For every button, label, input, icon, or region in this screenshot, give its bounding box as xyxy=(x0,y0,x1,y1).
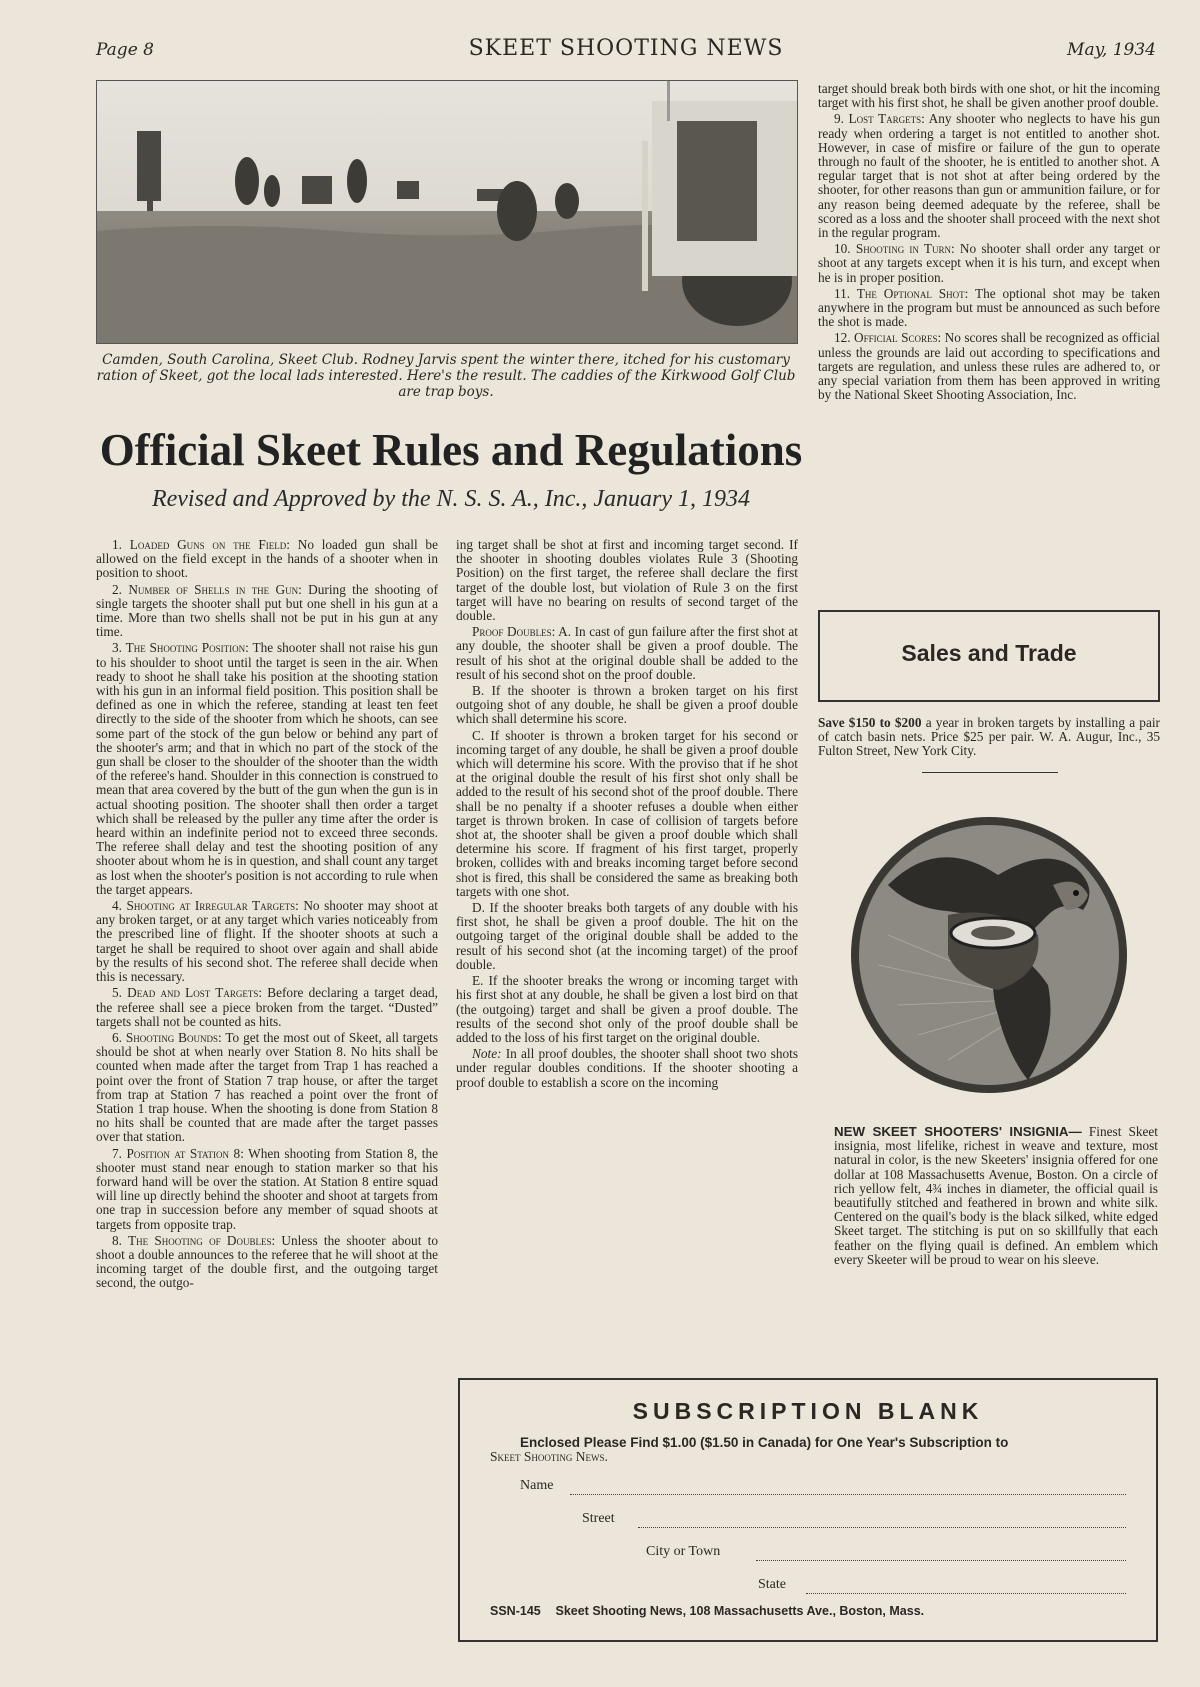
street-field[interactable] xyxy=(638,1527,1126,1528)
rule-paragraph xyxy=(456,538,798,623)
publication-title: SKEET SHOOTING NEWS xyxy=(468,36,784,61)
rule-text: Unless the shooter about to shoot a double announces to the referee that he will shoot at the incoming target of the double first, and the outgoing target second, the outgo- xyxy=(96,1232,439,1291)
rule-text: No scores shall be recognized as official unless the grounds are laid out according to specifications and targets are regulation, and unless these rules are adhered to, or any special variation from them has been approved in writing by the National Skeet Shooting Association, Inc. xyxy=(818,330,1160,403)
rule-title: 5. Dead and Lost Targets: xyxy=(112,985,263,1001)
rule-title: 12. Official Scores: xyxy=(834,330,942,346)
insignia-body: Finest Skeet insignia, most lifelike, richest in weave and texture, most natural in color, is the new Skeeters' insignia offered for one dollar at 108 Massachusetts Avenue, Boston. On a circle of rich yellow felt, 4¾ inches in diameter, the official quail is beautifully stitched and feathered in brown and white silk. Centered on the quail's body is the black silked, white edged Skeet target. The stitching is put on so skillfully that each feather on the flying quail is defined. An emblem which every Skeeter will be proud to wear on his sleeve. xyxy=(834,1124,1158,1267)
rule-text: No shooter shall order any target or shoot at any targets except when it is his turn, and except when he is in proper position. xyxy=(818,241,1160,285)
name-label: Name xyxy=(520,1478,554,1493)
rule-paragraph xyxy=(96,986,438,1029)
page-number: Page 8 xyxy=(96,40,154,60)
rule-title: Note: xyxy=(472,1046,502,1062)
skeet-field-image xyxy=(97,81,797,343)
rule-text: The shooter shall not raise his gun to his shoulder to shoot until the target is seen in the air. When ready to shoot he shall take his position at the shooting station with his gun in an informal field position. This position shall be defined as one in which the referee, standing at least ten feet directly to the side of the shooter from which he shoots, can see some part of the stock of the gun below or behind any part of the shooter's arm; and that in which no part of the stock of the gun shall be closer to the shoulder of the shooter than the width of the referee's hand. Shoulder in this connection is construed to mean that area covered by the butt of the gun when the gun is in actual shooting position. The shooter shall then order a target which shall be released by the puller any time after the order is heard within an indefinite period not to exceed three seconds. The referee shall delay and test the shooting position of any shooter about whom he is in question, and shall count any target as lost when the shooter's position is not according to rule when the target appears. xyxy=(96,640,439,897)
rule-paragraph xyxy=(456,729,798,899)
rule-paragraph xyxy=(96,641,438,897)
insignia-announcement xyxy=(834,1125,1158,1267)
insignia-photo xyxy=(848,815,1130,1095)
rule-paragraph xyxy=(818,287,1160,330)
rule-text: To get the most out of Skeet, all targets should be shot at when nearly over Station 8. No hits shall be counted when made after the target from Trap 1 has reached a point over the front of Station 7 trap house, or after the target from trap at Station 7 has reached a point over the front of Station 1 trap house. When the shooting is done from Station 8 no hits shall be counted that are made after the target passes over that station. xyxy=(96,1029,439,1145)
rule-text: No loaded gun shall be allowed on the field except in the hands of a shooter when in position to shoot. xyxy=(96,537,438,581)
rule-paragraph xyxy=(818,112,1160,240)
rule-paragraph xyxy=(96,899,438,984)
article-column-1 xyxy=(96,538,438,1293)
sales-ad xyxy=(818,716,1160,759)
rule-title: 8. The Shooting of Doubles: xyxy=(112,1232,276,1248)
rule-text: B. If the shooter is thrown a broken target on his first outgoing shot of any double, he shall be given a proof double which shall determine his score. xyxy=(456,683,798,727)
city-field[interactable] xyxy=(756,1560,1126,1561)
article-subtitle: Revised and Approved by the N. S. S. A., Inc., January 1, 1934 xyxy=(151,486,751,512)
issue-date: May, 1934 xyxy=(1067,40,1156,60)
rule-text: The optional shot may be taken anywhere in the program but must be announced as such before the shot is made. xyxy=(818,285,1160,330)
rule-title: 6. Shooting Bounds: xyxy=(112,1029,222,1045)
rule-text: E. If the shooter breaks the wrong or incoming target with his first shot at any double, he shall be given a lost bird on that (the outgoing) target and shall be given a proof double. The results of the second shot only of the proof double shall be added to the loss of his first target on the original double. xyxy=(456,973,798,1045)
subscription-offer-text: Enclosed Please Find $1.00 ($1.50 in Canada) for One Year's Subscription to xyxy=(520,1435,1009,1450)
rule-paragraph xyxy=(456,1047,798,1090)
rule-title: 7. Position at Station 8: xyxy=(112,1145,244,1161)
article-column-2 xyxy=(456,538,798,1092)
rule-title: 2. Number of Shells in the Gun: xyxy=(112,581,302,597)
article-title: Official Skeet Rules and Regulations xyxy=(99,425,803,475)
subscription-blank xyxy=(458,1378,1158,1642)
subscription-enclosed xyxy=(490,1436,1126,1464)
rule-paragraph xyxy=(96,1147,438,1232)
rule-title: 3. The Shooting Position: xyxy=(112,640,249,656)
rule-paragraph xyxy=(456,625,798,682)
sales-and-trade-box xyxy=(818,610,1160,702)
insignia-heading: NEW SKEET SHOOTERS' INSIGNIA— xyxy=(834,1124,1082,1139)
rule-paragraph xyxy=(96,1031,438,1145)
subscription-title: SUBSCRIPTION BLANK xyxy=(632,1398,984,1424)
subscription-offer xyxy=(490,1436,1126,1450)
article-column-3 xyxy=(818,82,1160,404)
rule-text: ing target shall be shot at first and incoming target second. If the shooter in shooting doubles violates Rule 3 (Shooting Position) on the first target, the referee shall declare the first target of the double lost, but violation of Rule 3 on the first target will have no bearing on results of second target of the double. xyxy=(456,537,798,624)
rule-paragraph xyxy=(456,684,798,727)
rule-text: In all proof doubles, the shooter shall shoot two shots under regular doubles conditions. If the shooter shooting a proof double to establish a score on the incoming xyxy=(456,1046,798,1090)
mailing-address: Skeet Shooting News, 108 Massachusetts Ave., Boston, Mass. xyxy=(555,1604,925,1618)
rule-text: D. If the shooter breaks both targets of any double with his first shot, he shall be given a proof double. The hit on the outgoing target of the original double shall be added to the result of his second shot (at the incoming target) of the proof double. xyxy=(456,900,798,972)
sales-title: Sales and Trade xyxy=(901,640,1077,666)
divider xyxy=(922,772,1058,773)
rule-title: 10. Shooting in Turn: xyxy=(834,241,955,257)
sales-body: a year in broken targets by installing a pair of catch basin nets. Price $25 per pair. W. A. Augur, Inc., 35 Fulton Street, New York City. xyxy=(818,715,1160,759)
rule-paragraph xyxy=(456,974,798,1045)
rule-paragraph xyxy=(818,82,1160,110)
rule-title: 9. Lost Targets: xyxy=(834,111,925,127)
rule-paragraph xyxy=(96,538,438,581)
street-label: Street xyxy=(582,1511,615,1526)
skeet-club-photo xyxy=(96,80,798,344)
photo-caption: Camden, South Carolina, Skeet Club. Rodney Jarvis spent the winter there, itched for his customary ration of Skeet, got the local lads interested. Here's the result. The caddies of the Kirkwood Golf Club are trap boys. xyxy=(96,352,796,400)
rule-paragraph xyxy=(818,331,1160,402)
state-label: State xyxy=(758,1577,786,1592)
rule-paragraph xyxy=(96,583,438,640)
rule-paragraph xyxy=(96,1234,438,1291)
rule-text: When shooting from Station 8, the shooter must stand near enough to station marker so that his forward hand will be over the station. At Station 8 entire squad will line up directly behind the shooter and shoot at targets from one trap in succession before any member of squad shoots at targets from opposite trap. xyxy=(96,1145,438,1232)
subscription-footer xyxy=(490,1604,924,1618)
rule-title: 4. Shooting at Irregular Targets: xyxy=(112,898,299,914)
running-head xyxy=(96,36,1156,66)
rule-text: C. If shooter is thrown a broken target for his second or incoming target of any double, he shall be given a proof double which will determine his score. With the proviso that if he shot at the original double the result of his first shot only shall be added to the result of his second shot of the proof double. There shall be no penalty if a shooter refuses a double when either target is thrown broken. In case of collision of targets before shot at, the shooter shall be given a proof double which shall determine his score. If fragment of his first target, properly broken, collides with and breaks incoming target before second shot is fired, this shall be considered the same as breaking both targets with one shot. xyxy=(456,727,798,899)
rule-text: During the shooting of single targets the shooter shall put but one shell in his gun at a time. More than two shells shall not be put in his gun at any time. xyxy=(96,581,438,640)
rule-title: Proof Doubles: xyxy=(472,624,556,640)
state-field[interactable] xyxy=(806,1593,1126,1594)
rule-title: 1. Loaded Guns on the Field: xyxy=(112,537,290,552)
rule-text: A. In cast of gun failure after the first shot at any double, the shooter shall be given a proof double. The result of his shot at the original double shall be added to the result of his second shot on the proof double. xyxy=(456,624,798,682)
rule-paragraph xyxy=(456,901,798,972)
rule-text: target should break both birds with one shot, or hit the incoming target with his first shot, he shall be given another proof double. xyxy=(818,81,1160,111)
rule-paragraph xyxy=(818,242,1160,285)
rule-text: Before declaring a target dead, the referee shall see a piece broken from the target. “Dusted” targets shall not be counted as hits. xyxy=(96,985,438,1029)
form-code: SSN-145 xyxy=(490,1604,541,1618)
quail-insignia-image xyxy=(848,815,1130,1095)
name-field[interactable] xyxy=(570,1494,1126,1495)
sales-lead: Save $150 to $200 xyxy=(818,715,922,730)
rule-text: Any shooter who neglects to have his gun ready when ordering a target is not entitled to another shot. However, in case of misfire or failure of the gun to operate through no fault of the shooter, he is entitled to another shot. A regular target that is not shot at after being ordered by the shooter, for other reasons than gun or ammunition failure, or for any reason being deemed adequate by the referee, shall be scored as a loss and the shooter shall proceed with the next shot in the regular program. xyxy=(818,111,1160,241)
subscription-publication: Skeet Shooting News. xyxy=(490,1449,608,1464)
city-label: City or Town xyxy=(646,1544,721,1559)
rule-text: No shooter may shoot at any broken target, or at any target which varies noticeably from the prescribed line of flight. If the shooter shoots at such a target he shall be required to shoot over again and shall abide by the results of his second shot. The referee shall decide when this is necessary. xyxy=(96,898,438,985)
rule-title: 11. The Optional Shot: xyxy=(834,285,969,301)
